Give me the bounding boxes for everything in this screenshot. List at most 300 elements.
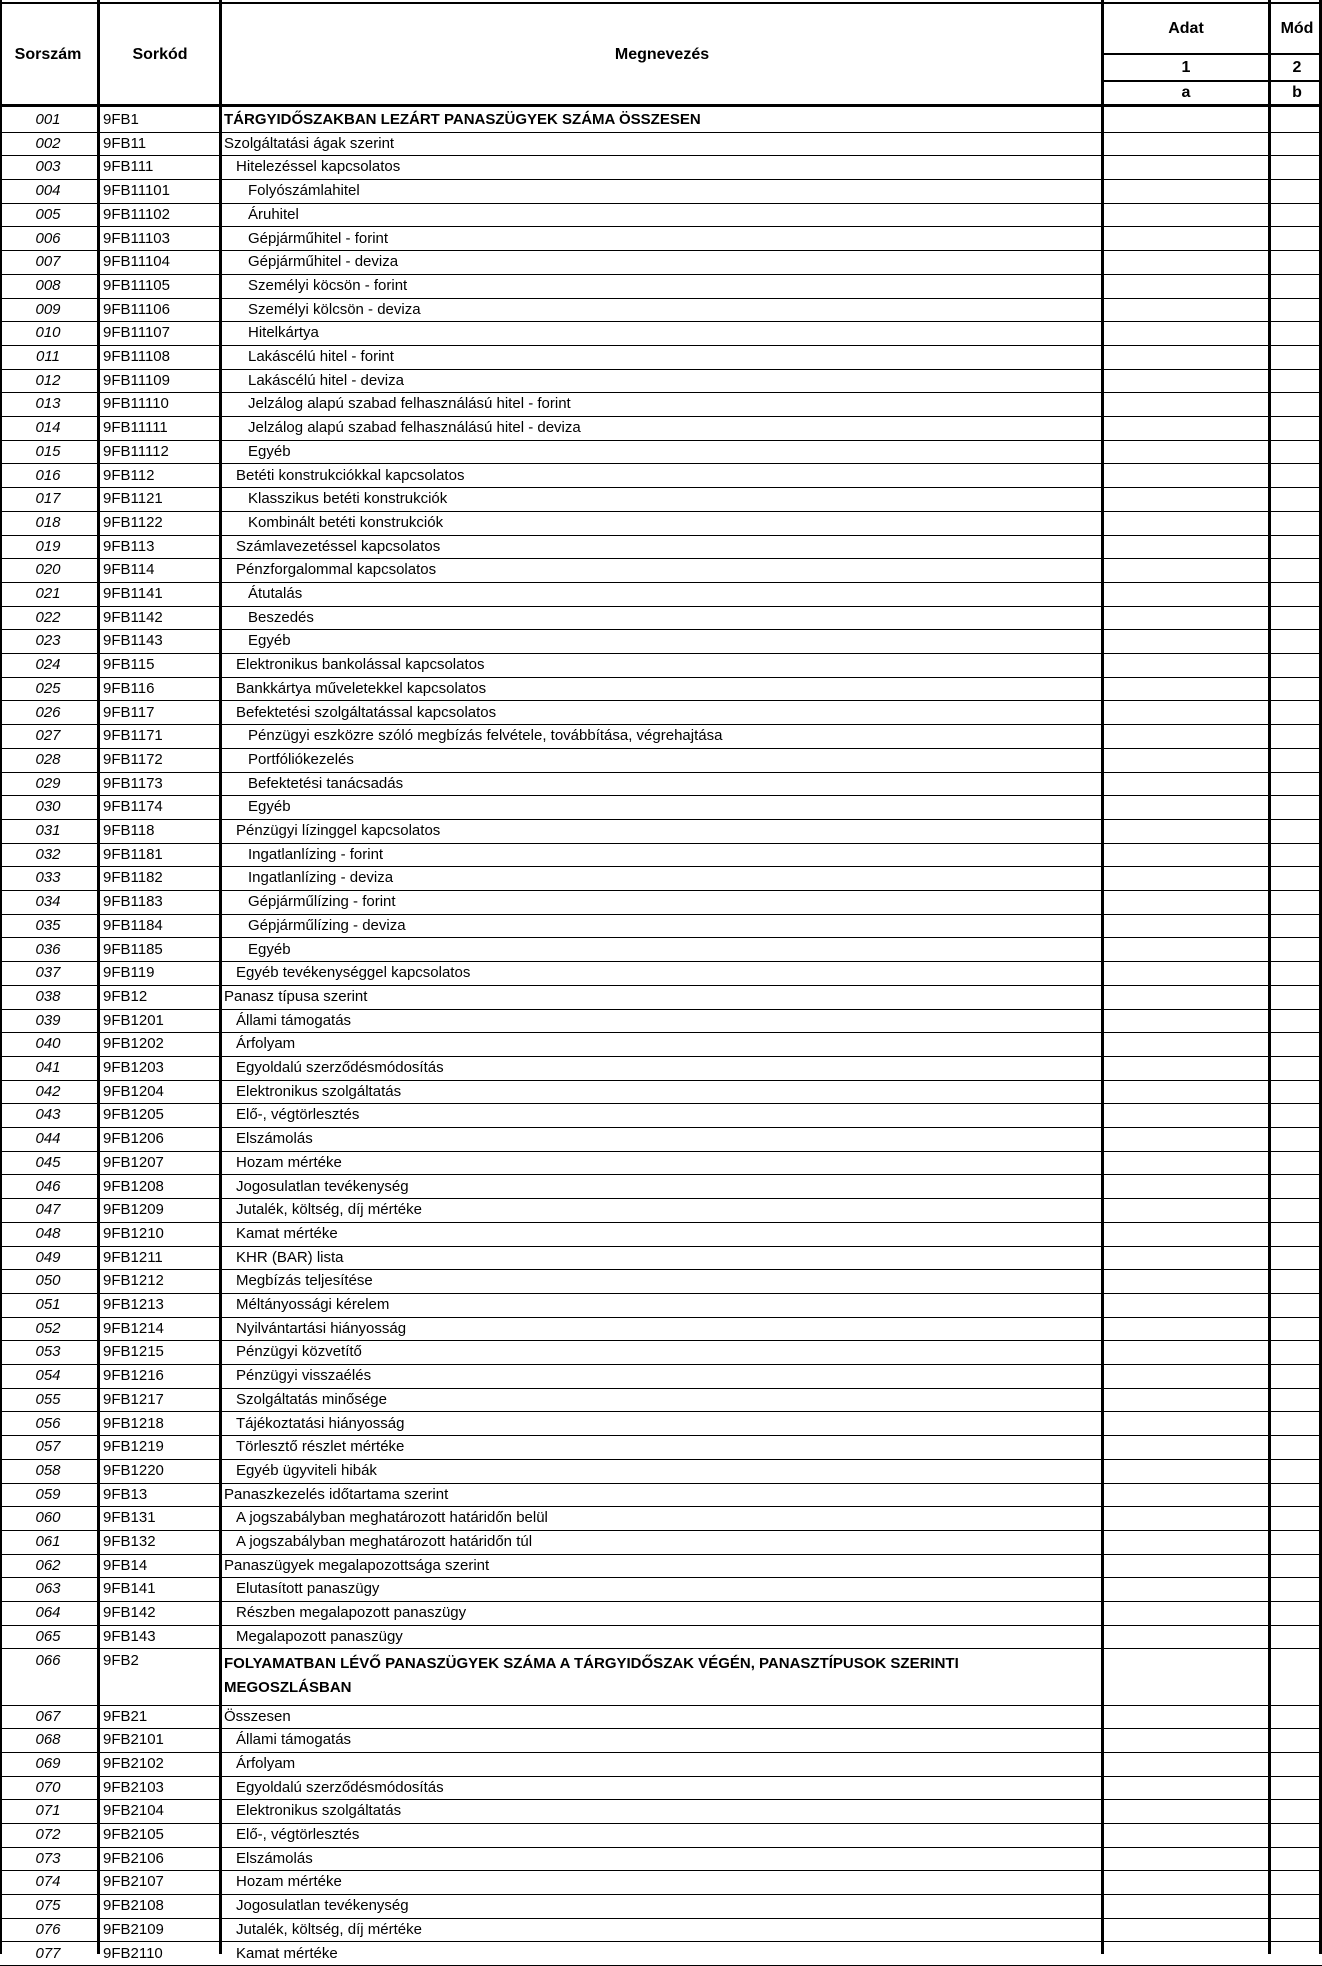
- row-adat-cell[interactable]: [1104, 1848, 1268, 1872]
- row-sorkod: 9FB142: [103, 1604, 217, 1621]
- table-row: [0, 607, 1322, 631]
- row-adat-cell[interactable]: [1104, 1152, 1268, 1176]
- row-mod-cell[interactable]: [1271, 1484, 1319, 1508]
- row-adat-cell[interactable]: [1104, 1389, 1268, 1413]
- row-adat-cell[interactable]: [1104, 678, 1268, 702]
- row-adat-cell[interactable]: [1104, 1729, 1268, 1753]
- row-adat-cell[interactable]: [1104, 1650, 1268, 1706]
- row-adat-cell[interactable]: [1104, 559, 1268, 583]
- row-mod-cell[interactable]: [1271, 1531, 1319, 1555]
- row-adat-cell[interactable]: [1104, 346, 1268, 370]
- row-adat-cell[interactable]: [1104, 1460, 1268, 1484]
- row-mod-cell[interactable]: [1271, 204, 1319, 228]
- row-megnevezes: Nyilvántartási hiányosság: [224, 1320, 1112, 1337]
- row-adat-cell[interactable]: [1104, 630, 1268, 654]
- row-megnevezes: Panasz típusa szerint: [224, 988, 1100, 1005]
- row-adat-cell[interactable]: [1104, 583, 1268, 607]
- header-mod-letter: b: [1272, 82, 1322, 104]
- row-adat-cell[interactable]: [1104, 465, 1268, 489]
- row-megnevezes: Kombinált betéti konstrukciók: [224, 514, 1124, 531]
- row-sorszam: 043: [0, 1106, 96, 1123]
- row-sorkod: 9FB1183: [103, 893, 217, 910]
- row-mod-cell[interactable]: [1271, 1199, 1319, 1223]
- row-mod-cell[interactable]: [1271, 109, 1319, 133]
- row-sorszam: 045: [0, 1154, 96, 1171]
- row-mod-cell[interactable]: [1271, 1436, 1319, 1460]
- header-sorkod: Sorkód: [101, 4, 219, 106]
- row-mod-cell[interactable]: [1271, 1341, 1319, 1365]
- row-mod-cell[interactable]: [1271, 1800, 1319, 1824]
- row-sorszam: 069: [0, 1755, 96, 1772]
- row-adat-cell[interactable]: [1104, 1365, 1268, 1389]
- row-megnevezes: Pénzügyi eszközre szóló megbízás felvétele, továbbítása, végrehajtása: [224, 727, 1124, 744]
- row-sorszam: 014: [0, 419, 96, 436]
- row-sorszam: 063: [0, 1580, 96, 1597]
- header-sub-rule-1: [1102, 53, 1322, 55]
- row-sorszam: 049: [0, 1249, 96, 1266]
- row-sorkod: 9FB1216: [103, 1367, 217, 1384]
- row-adat-cell[interactable]: [1104, 962, 1268, 986]
- row-mod-cell[interactable]: [1271, 1602, 1319, 1626]
- table-row: [0, 1460, 1322, 1484]
- row-mod-cell[interactable]: [1271, 299, 1319, 323]
- row-mod-cell[interactable]: [1271, 559, 1319, 583]
- table-row: [0, 773, 1322, 797]
- row-mod-cell[interactable]: [1271, 156, 1319, 180]
- row-mod-cell[interactable]: [1271, 393, 1319, 417]
- row-sorkod: 9FB11109: [103, 372, 217, 389]
- table-row: [0, 1626, 1322, 1650]
- row-mod-cell[interactable]: [1271, 796, 1319, 820]
- row-adat-cell[interactable]: [1104, 1413, 1268, 1437]
- table-row: [0, 1531, 1322, 1555]
- table-row: [0, 1943, 1322, 1966]
- row-sorszam: 044: [0, 1130, 96, 1147]
- row-mod-cell[interactable]: [1271, 820, 1319, 844]
- row-sorkod: 9FB118: [103, 822, 217, 839]
- row-megnevezes: KHR (BAR) lista: [224, 1249, 1112, 1266]
- row-mod-cell[interactable]: [1271, 654, 1319, 678]
- table-row: [0, 1706, 1322, 1730]
- row-sorszam: 059: [0, 1486, 96, 1503]
- row-megnevezes: Gépjárműhitel - deviza: [224, 253, 1124, 270]
- row-mod-cell[interactable]: [1271, 630, 1319, 654]
- table-row: [0, 702, 1322, 726]
- row-sorszam: 065: [0, 1628, 96, 1645]
- row-adat-cell[interactable]: [1104, 1531, 1268, 1555]
- row-adat-cell[interactable]: [1104, 1895, 1268, 1919]
- row-megnevezes: Törlesztő részlet mértéke: [224, 1438, 1112, 1455]
- row-adat-cell[interactable]: [1104, 536, 1268, 560]
- row-megnevezes: Elő-, végtörlesztés: [224, 1106, 1112, 1123]
- row-mod-cell[interactable]: [1271, 1919, 1319, 1943]
- row-mod-cell[interactable]: [1271, 180, 1319, 204]
- table-row: [0, 1824, 1322, 1848]
- row-adat-cell[interactable]: [1104, 393, 1268, 417]
- row-adat-cell[interactable]: [1104, 1247, 1268, 1271]
- row-mod-cell[interactable]: [1271, 1270, 1319, 1294]
- row-sorszam: 035: [0, 917, 96, 934]
- row-megnevezes: Gépjárműlízing - deviza: [224, 917, 1124, 934]
- row-mod-cell[interactable]: [1271, 583, 1319, 607]
- row-adat-cell[interactable]: [1104, 1753, 1268, 1777]
- table-row: [0, 962, 1322, 986]
- row-mod-cell[interactable]: [1271, 1318, 1319, 1342]
- row-mod-cell[interactable]: [1271, 1943, 1319, 1966]
- row-mod-cell[interactable]: [1271, 1247, 1319, 1271]
- row-sorkod: 9FB1182: [103, 869, 217, 886]
- row-mod-cell[interactable]: [1271, 702, 1319, 726]
- table-row: [0, 939, 1322, 963]
- row-adat-cell[interactable]: [1104, 441, 1268, 465]
- row-mod-cell[interactable]: [1271, 773, 1319, 797]
- row-sorszam: 006: [0, 230, 96, 247]
- row-sorszam: 002: [0, 135, 96, 152]
- row-adat-cell[interactable]: [1104, 749, 1268, 773]
- row-sorkod: 9FB1202: [103, 1035, 217, 1052]
- row-sorkod: 9FB132: [103, 1533, 217, 1550]
- row-mod-cell[interactable]: [1271, 417, 1319, 441]
- row-megnevezes: Személyi kölcsön - deviza: [224, 301, 1124, 318]
- row-adat-cell[interactable]: [1104, 654, 1268, 678]
- row-adat-cell[interactable]: [1104, 180, 1268, 204]
- table-row: [0, 370, 1322, 394]
- row-sorszam: 023: [0, 632, 96, 649]
- row-sorkod: 9FB11105: [103, 277, 217, 294]
- row-megnevezes: Számlavezetéssel kapcsolatos: [224, 538, 1112, 555]
- header-top-rule: [0, 2, 1322, 4]
- row-megnevezes: Jogosulatlan tevékenység: [224, 1897, 1112, 1914]
- row-megnevezes: Hozam mértéke: [224, 1873, 1112, 1890]
- row-mod-cell[interactable]: [1271, 725, 1319, 749]
- row-sorkod: 9FB117: [103, 704, 217, 721]
- row-adat-cell[interactable]: [1104, 299, 1268, 323]
- row-adat-cell[interactable]: [1104, 1626, 1268, 1650]
- row-sorkod: 9FB2101: [103, 1731, 217, 1748]
- row-mod-cell[interactable]: [1271, 228, 1319, 252]
- table-row: [0, 1033, 1322, 1057]
- row-sorszam: 057: [0, 1438, 96, 1455]
- row-mod-cell[interactable]: [1271, 1871, 1319, 1895]
- row-adat-cell[interactable]: [1104, 156, 1268, 180]
- row-mod-cell[interactable]: [1271, 1413, 1319, 1437]
- row-sorkod: 9FB1181: [103, 846, 217, 863]
- row-mod-cell[interactable]: [1271, 1824, 1319, 1848]
- row-sorszam: 071: [0, 1802, 96, 1819]
- row-mod-cell[interactable]: [1271, 1848, 1319, 1872]
- row-megnevezes: FOLYAMATBAN LÉVŐ PANASZÜGYEK SZÁMA A TÁRGYIDŐSZAK VÉGÉN, PANASZTÍPUSOK SZERINTI MEGOSZLÁSBAN: [224, 1652, 1044, 1700]
- row-adat-cell[interactable]: [1104, 488, 1268, 512]
- row-sorszam: 040: [0, 1035, 96, 1052]
- table-row: [0, 1199, 1322, 1223]
- row-mod-cell[interactable]: [1271, 1507, 1319, 1531]
- row-mod-cell[interactable]: [1271, 1365, 1319, 1389]
- row-megnevezes: Egyéb tevékenységgel kapcsolatos: [224, 964, 1112, 981]
- row-megnevezes: A jogszabályban meghatározott határidőn belül: [224, 1509, 1112, 1526]
- row-sorszam: 031: [0, 822, 96, 839]
- row-sorszam: 053: [0, 1343, 96, 1360]
- row-mod-cell[interactable]: [1271, 441, 1319, 465]
- row-adat-cell[interactable]: [1104, 939, 1268, 963]
- row-adat-cell[interactable]: [1104, 1578, 1268, 1602]
- row-mod-cell[interactable]: [1271, 1010, 1319, 1034]
- row-sorkod: 9FB1208: [103, 1178, 217, 1195]
- row-mod-cell[interactable]: [1271, 1460, 1319, 1484]
- table-row: [0, 1436, 1322, 1460]
- row-adat-cell[interactable]: [1104, 228, 1268, 252]
- table-row: [0, 204, 1322, 228]
- row-mod-cell[interactable]: [1271, 962, 1319, 986]
- row-megnevezes: Jelzálog alapú szabad felhasználású hitel - forint: [224, 395, 1124, 412]
- row-adat-cell[interactable]: [1104, 1341, 1268, 1365]
- row-adat-cell[interactable]: [1104, 1555, 1268, 1579]
- table-row: [0, 1729, 1322, 1753]
- row-mod-cell[interactable]: [1271, 251, 1319, 275]
- column-rule-adat: [1268, 0, 1271, 1954]
- row-sorszam: 062: [0, 1557, 96, 1574]
- row-adat-cell[interactable]: [1104, 370, 1268, 394]
- row-mod-cell[interactable]: [1271, 915, 1319, 939]
- table-row: [0, 228, 1322, 252]
- row-adat-cell[interactable]: [1104, 1033, 1268, 1057]
- row-sorszam: 061: [0, 1533, 96, 1550]
- row-mod-cell[interactable]: [1271, 1176, 1319, 1200]
- row-mod-cell[interactable]: [1271, 1128, 1319, 1152]
- row-adat-cell[interactable]: [1104, 1318, 1268, 1342]
- row-mod-cell[interactable]: [1271, 939, 1319, 963]
- row-adat-cell[interactable]: [1104, 1871, 1268, 1895]
- row-adat-cell[interactable]: [1104, 1104, 1268, 1128]
- row-adat-cell[interactable]: [1104, 773, 1268, 797]
- table-row: [0, 844, 1322, 868]
- table-row: [0, 1104, 1322, 1128]
- row-mod-cell[interactable]: [1271, 1578, 1319, 1602]
- row-adat-cell[interactable]: [1104, 512, 1268, 536]
- table-row: [0, 180, 1322, 204]
- row-mod-cell[interactable]: [1271, 891, 1319, 915]
- row-mod-cell[interactable]: [1271, 346, 1319, 370]
- row-sorkod: 9FB114: [103, 561, 217, 578]
- row-adat-cell[interactable]: [1104, 1602, 1268, 1626]
- row-adat-cell[interactable]: [1104, 1223, 1268, 1247]
- row-adat-cell[interactable]: [1104, 1507, 1268, 1531]
- table-row: [0, 1365, 1322, 1389]
- row-sorszam: 050: [0, 1272, 96, 1289]
- row-sorkod: 9FB1220: [103, 1462, 217, 1479]
- row-sorszam: 038: [0, 988, 96, 1005]
- row-mod-cell[interactable]: [1271, 1104, 1319, 1128]
- row-adat-cell[interactable]: [1104, 1294, 1268, 1318]
- row-mod-cell[interactable]: [1271, 133, 1319, 157]
- row-adat-cell[interactable]: [1104, 844, 1268, 868]
- row-adat-cell[interactable]: [1104, 1919, 1268, 1943]
- row-adat-cell[interactable]: [1104, 1824, 1268, 1848]
- table-row: [0, 1176, 1322, 1200]
- row-megnevezes: Árfolyam: [224, 1035, 1112, 1052]
- row-mod-cell[interactable]: [1271, 1895, 1319, 1919]
- row-sorkod: 9FB11102: [103, 206, 217, 223]
- header-mod-number: 2: [1272, 56, 1322, 80]
- row-sorszam: 011: [0, 348, 96, 365]
- row-adat-cell[interactable]: [1104, 322, 1268, 346]
- row-sorkod: 9FB11112: [103, 443, 217, 460]
- row-sorszam: 042: [0, 1083, 96, 1100]
- row-megnevezes: Átutalás: [224, 585, 1124, 602]
- row-adat-cell[interactable]: [1104, 702, 1268, 726]
- row-adat-cell[interactable]: [1104, 1706, 1268, 1730]
- row-mod-cell[interactable]: [1271, 1626, 1319, 1650]
- row-sorszam: 026: [0, 704, 96, 721]
- table-row: [0, 1800, 1322, 1824]
- row-mod-cell[interactable]: [1271, 1033, 1319, 1057]
- table-row: [0, 891, 1322, 915]
- row-sorkod: 9FB1204: [103, 1083, 217, 1100]
- row-adat-cell[interactable]: [1104, 725, 1268, 749]
- row-mod-cell[interactable]: [1271, 867, 1319, 891]
- row-mod-cell[interactable]: [1271, 1729, 1319, 1753]
- table-row: [0, 986, 1322, 1010]
- row-mod-cell[interactable]: [1271, 536, 1319, 560]
- row-megnevezes: Elektronikus szolgáltatás: [224, 1083, 1112, 1100]
- table-row: [0, 536, 1322, 560]
- row-sorkod: 9FB11101: [103, 182, 217, 199]
- row-sorkod: 9FB1219: [103, 1438, 217, 1455]
- row-sorszam: 052: [0, 1320, 96, 1337]
- table-row: [0, 156, 1322, 180]
- row-mod-cell[interactable]: [1271, 1057, 1319, 1081]
- row-adat-cell[interactable]: [1104, 891, 1268, 915]
- row-mod-cell[interactable]: [1271, 512, 1319, 536]
- row-mod-cell[interactable]: [1271, 322, 1319, 346]
- table-row: [0, 275, 1322, 299]
- row-megnevezes: Egyéb: [224, 443, 1124, 460]
- row-adat-cell[interactable]: [1104, 275, 1268, 299]
- row-mod-cell[interactable]: [1271, 1650, 1319, 1706]
- table-row: [0, 1413, 1322, 1437]
- row-adat-cell[interactable]: [1104, 417, 1268, 441]
- row-adat-cell[interactable]: [1104, 1176, 1268, 1200]
- row-adat-cell[interactable]: [1104, 820, 1268, 844]
- table-row: [0, 1152, 1322, 1176]
- row-sorszam: 034: [0, 893, 96, 910]
- row-sorszam: 022: [0, 609, 96, 626]
- row-adat-cell[interactable]: [1104, 1010, 1268, 1034]
- row-mod-cell[interactable]: [1271, 1777, 1319, 1801]
- row-mod-cell[interactable]: [1271, 1753, 1319, 1777]
- table-row: [0, 1871, 1322, 1895]
- row-mod-cell[interactable]: [1271, 1706, 1319, 1730]
- row-megnevezes: Pénzügyi lízinggel kapcsolatos: [224, 822, 1112, 839]
- row-sorkod: 9FB1173: [103, 775, 217, 792]
- row-sorszam: 055: [0, 1391, 96, 1408]
- row-mod-cell[interactable]: [1271, 1389, 1319, 1413]
- table-row: [0, 133, 1322, 157]
- row-adat-cell[interactable]: [1104, 796, 1268, 820]
- table-row: [0, 1602, 1322, 1626]
- row-megnevezes: Panaszügyek megalapozottsága szerint: [224, 1557, 1100, 1574]
- row-megnevezes: Egyéb: [224, 798, 1124, 815]
- row-sorkod: 9FB2: [103, 1652, 217, 1669]
- row-mod-cell[interactable]: [1271, 986, 1319, 1010]
- row-adat-cell[interactable]: [1104, 1777, 1268, 1801]
- row-sorszam: 075: [0, 1897, 96, 1914]
- row-megnevezes: Panaszkezelés időtartama szerint: [224, 1486, 1100, 1503]
- row-sorkod: 9FB116: [103, 680, 217, 697]
- row-adat-cell[interactable]: [1104, 1436, 1268, 1460]
- row-adat-cell[interactable]: [1104, 607, 1268, 631]
- row-adat-cell[interactable]: [1104, 1943, 1268, 1966]
- row-adat-cell[interactable]: [1104, 867, 1268, 891]
- row-adat-cell[interactable]: [1104, 1484, 1268, 1508]
- row-adat-cell[interactable]: [1104, 251, 1268, 275]
- row-mod-cell[interactable]: [1271, 678, 1319, 702]
- row-megnevezes: Szolgáltatás minősége: [224, 1391, 1112, 1408]
- table-row: [0, 417, 1322, 441]
- table-row: [0, 725, 1322, 749]
- table-row: [0, 1389, 1322, 1413]
- row-adat-cell[interactable]: [1104, 1270, 1268, 1294]
- row-adat-cell[interactable]: [1104, 1800, 1268, 1824]
- row-adat-cell[interactable]: [1104, 1057, 1268, 1081]
- header-adat: Adat: [1104, 4, 1268, 54]
- row-sorkod: 9FB14: [103, 1557, 217, 1574]
- row-sorkod: 9FB1210: [103, 1225, 217, 1242]
- row-mod-cell[interactable]: [1271, 607, 1319, 631]
- row-sorszam: 072: [0, 1826, 96, 1843]
- row-megnevezes: Elektronikus szolgáltatás: [224, 1802, 1112, 1819]
- row-adat-cell[interactable]: [1104, 1128, 1268, 1152]
- table-row: [0, 488, 1322, 512]
- row-sorszam: 027: [0, 727, 96, 744]
- row-megnevezes: Megbízás teljesítése: [224, 1272, 1112, 1289]
- row-sorkod: 9FB131: [103, 1509, 217, 1526]
- row-mod-cell[interactable]: [1271, 465, 1319, 489]
- row-megnevezes: Beszedés: [224, 609, 1124, 626]
- row-adat-cell[interactable]: [1104, 133, 1268, 157]
- row-adat-cell[interactable]: [1104, 1081, 1268, 1105]
- row-mod-cell[interactable]: [1271, 488, 1319, 512]
- table-row: [0, 322, 1322, 346]
- row-megnevezes: Betéti konstrukciókkal kapcsolatos: [224, 467, 1112, 484]
- header-bottom-rule: [0, 104, 1322, 107]
- row-sorkod: 9FB1172: [103, 751, 217, 768]
- row-sorszam: 051: [0, 1296, 96, 1313]
- row-adat-cell[interactable]: [1104, 204, 1268, 228]
- row-sorkod: 9FB1174: [103, 798, 217, 815]
- row-sorszam: 036: [0, 941, 96, 958]
- row-mod-cell[interactable]: [1271, 1223, 1319, 1247]
- table-row: [0, 749, 1322, 773]
- row-adat-cell[interactable]: [1104, 986, 1268, 1010]
- row-mod-cell[interactable]: [1271, 1081, 1319, 1105]
- row-mod-cell[interactable]: [1271, 844, 1319, 868]
- row-mod-cell[interactable]: [1271, 1294, 1319, 1318]
- row-adat-cell[interactable]: [1104, 1199, 1268, 1223]
- row-mod-cell[interactable]: [1271, 1555, 1319, 1579]
- row-mod-cell[interactable]: [1271, 1152, 1319, 1176]
- row-mod-cell[interactable]: [1271, 370, 1319, 394]
- header-adat-letter: a: [1104, 82, 1268, 104]
- row-megnevezes: Hitelezéssel kapcsolatos: [224, 158, 1112, 175]
- row-mod-cell[interactable]: [1271, 275, 1319, 299]
- row-sorszam: 070: [0, 1779, 96, 1796]
- row-sorkod: 9FB2103: [103, 1779, 217, 1796]
- row-mod-cell[interactable]: [1271, 749, 1319, 773]
- row-sorkod: 9FB1211: [103, 1249, 217, 1266]
- row-adat-cell[interactable]: [1104, 109, 1268, 133]
- row-sorszam: 032: [0, 846, 96, 863]
- row-adat-cell[interactable]: [1104, 915, 1268, 939]
